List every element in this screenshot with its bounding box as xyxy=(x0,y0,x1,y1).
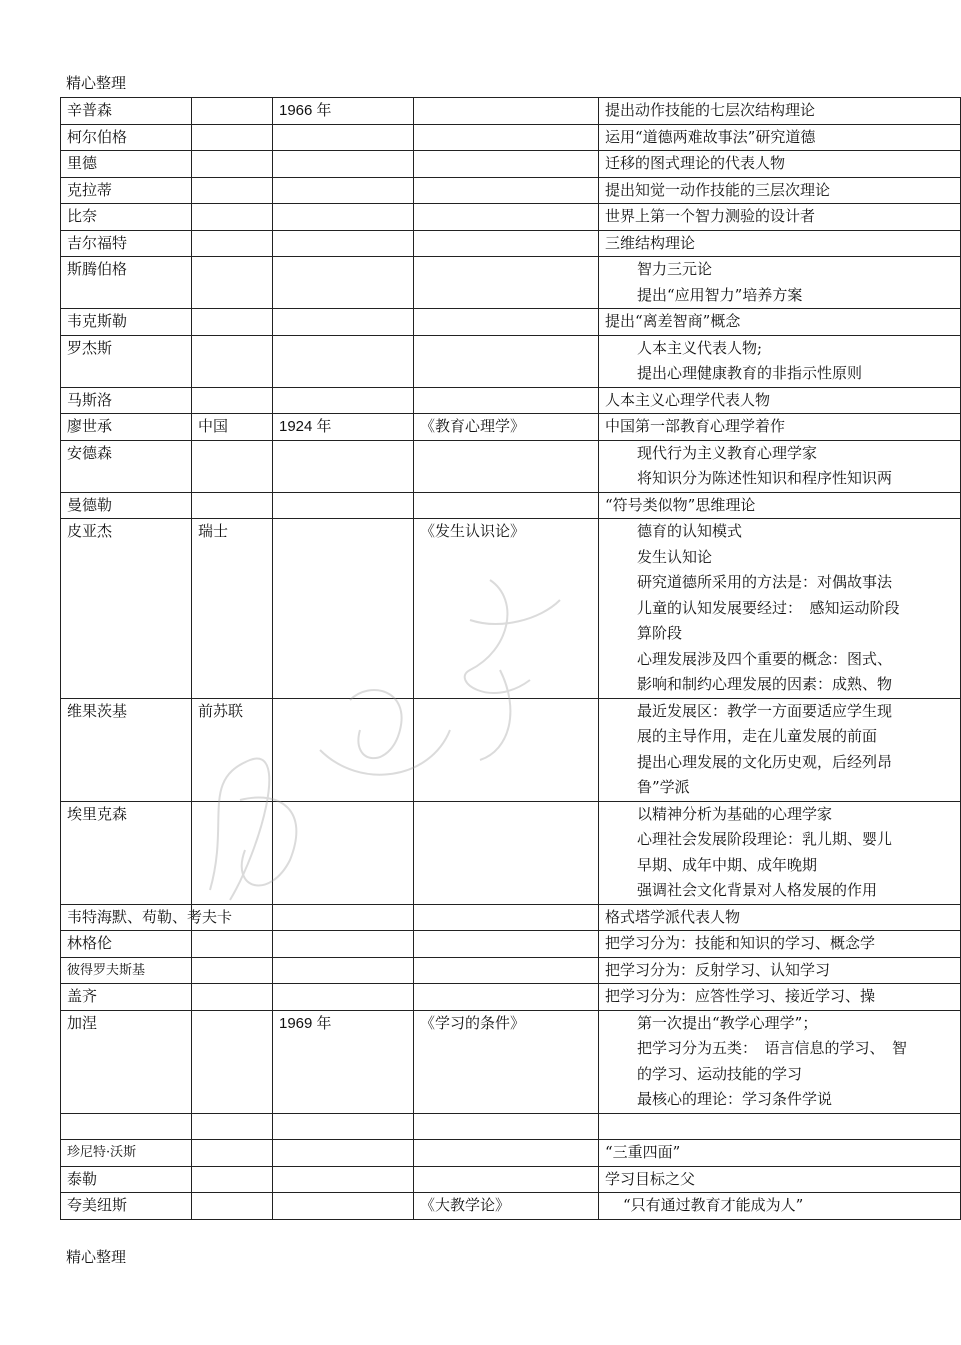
table-row xyxy=(61,177,961,204)
country-cell xyxy=(192,931,273,958)
description-line: 算阶段 xyxy=(637,624,683,642)
table-row xyxy=(61,1140,961,1167)
country-cell xyxy=(192,124,273,151)
work-cell xyxy=(414,230,599,257)
year-cell xyxy=(273,1113,414,1140)
person-name: 罗杰斯 xyxy=(61,335,192,387)
description-line: 强调社会文化背景对人格发展的作用 xyxy=(637,881,878,899)
description-cell xyxy=(599,309,961,336)
psychologists-table xyxy=(60,97,961,1220)
table-row xyxy=(61,698,961,801)
description-cell xyxy=(599,492,961,519)
table-row xyxy=(61,1113,961,1140)
description-cell xyxy=(599,957,961,984)
description-line: 提出“应用智力”培养方案 xyxy=(637,285,803,304)
person-name: 曼德勒 xyxy=(61,492,192,519)
description-line: 中国第一部教育心理学着作 xyxy=(605,417,786,435)
year-cell xyxy=(273,1166,414,1193)
year-cell xyxy=(273,124,414,151)
work-cell xyxy=(414,440,599,492)
person-name xyxy=(61,1113,192,1140)
year-cell xyxy=(273,440,414,492)
description-cell xyxy=(599,98,961,125)
table-row xyxy=(61,204,961,231)
description-line: 智力三元论 xyxy=(637,260,713,278)
work-cell xyxy=(414,204,599,231)
country-cell xyxy=(192,387,273,414)
person-name: 柯尔伯格 xyxy=(61,124,192,151)
person-name: 克拉蒂 xyxy=(61,177,192,204)
person-name: 埃里克森 xyxy=(61,801,192,904)
description-cell xyxy=(599,440,961,492)
description-line: 世界上第一个智力测验的设计者 xyxy=(605,207,816,225)
description-line: 德育的认知模式 xyxy=(637,522,743,540)
description-line: 把学习分为：技能和知识的学习、概念学 xyxy=(605,934,876,952)
description-cell xyxy=(599,124,961,151)
description-line: 运用“道德两难故事法”研究道德 xyxy=(605,127,816,146)
country-cell xyxy=(192,440,273,492)
work-cell xyxy=(414,957,599,984)
work-cell xyxy=(414,335,599,387)
person-name: 加涅 xyxy=(61,1010,192,1113)
country-cell xyxy=(192,801,273,904)
work-cell: 《发生认识论》 xyxy=(414,519,599,699)
table-row xyxy=(61,309,961,336)
work-cell: 《大教学论》 xyxy=(414,1193,599,1220)
country-cell xyxy=(192,309,273,336)
description-cell xyxy=(599,904,961,931)
table-row xyxy=(61,1166,961,1193)
table-row xyxy=(61,519,961,699)
year-cell xyxy=(273,931,414,958)
person-name: 辛普森 xyxy=(61,98,192,125)
description-line: 发生认知论 xyxy=(637,547,713,566)
description-line: 提出“离差智商”概念 xyxy=(605,312,741,330)
work-cell: 《学习的条件》 xyxy=(414,1010,599,1113)
description-line: 把学习分为：应答性学习、接近学习、操 xyxy=(605,987,876,1005)
person-name: 马斯洛 xyxy=(61,387,192,414)
country-cell xyxy=(192,1140,273,1167)
year-cell xyxy=(273,257,414,309)
table-row xyxy=(61,440,961,492)
country-cell xyxy=(192,204,273,231)
description-line: 最近发展区：教学一方面要适应学生现 xyxy=(637,701,893,720)
description-cell xyxy=(599,414,961,441)
year-cell xyxy=(273,957,414,984)
description-cell xyxy=(599,984,961,1011)
work-cell xyxy=(414,98,599,125)
description-line: 以精神分析为基础的心理学家 xyxy=(637,804,833,823)
description-line: 将知识分为陈述性知识和程序性知识两 xyxy=(637,469,893,487)
description-cell xyxy=(599,1010,961,1113)
description-line: 早期、成年中期、成年晚期 xyxy=(637,855,818,874)
year-cell xyxy=(273,1140,414,1167)
person-name: 泰勒 xyxy=(61,1166,192,1193)
table-row xyxy=(61,801,961,904)
description-cell xyxy=(599,335,961,387)
year-cell xyxy=(273,230,414,257)
table-row xyxy=(61,335,961,387)
table-row xyxy=(61,904,961,931)
description-line: 展的主导作用，走在儿童发展的前面 xyxy=(637,727,878,745)
description-line: 心理发展涉及四个重要的概念：图式、 xyxy=(637,649,893,668)
person-name: 韦克斯勒 xyxy=(61,309,192,336)
work-cell xyxy=(414,931,599,958)
description-line: 提出心理健康教育的非指示性原则 xyxy=(637,364,863,382)
description-line: 心理社会发展阶段理论：乳儿期、婴儿 xyxy=(637,830,893,848)
person-name: 维果茨基 xyxy=(61,698,192,801)
table-row xyxy=(61,414,961,441)
description-line: 提出动作技能的七层次结构理论 xyxy=(605,101,816,119)
description-line: “三重四面” xyxy=(605,1143,681,1161)
person-name: 斯腾伯格 xyxy=(61,257,192,309)
table-row xyxy=(61,98,961,125)
country-cell xyxy=(192,1193,273,1220)
description-cell xyxy=(599,698,961,801)
work-cell xyxy=(414,309,599,336)
description-line: 影响和制约心理发展的因素：成熟、物 xyxy=(637,675,893,693)
table-row xyxy=(61,387,961,414)
work-cell xyxy=(414,1140,599,1167)
description-cell xyxy=(599,1193,961,1220)
description-line: “符号类似物”思维理论 xyxy=(605,495,756,514)
country-cell xyxy=(192,1113,273,1140)
person-name: 韦特海默、苟勒、考夫卡 xyxy=(61,904,192,931)
year-cell xyxy=(273,698,414,801)
description-cell xyxy=(599,257,961,309)
year-cell: 1966 年 xyxy=(273,98,414,125)
description-cell xyxy=(599,1113,961,1140)
description-cell xyxy=(599,1166,961,1193)
description-line: 现代行为主义教育心理学家 xyxy=(637,443,818,462)
table-row xyxy=(61,492,961,519)
person-name: 里德 xyxy=(61,151,192,178)
description-line: 三维结构理论 xyxy=(605,233,696,252)
description-line: 第一次提出“教学心理学”； xyxy=(637,1013,818,1032)
work-cell xyxy=(414,904,599,931)
person-name: 皮亚杰 xyxy=(61,519,192,699)
year-cell xyxy=(273,335,414,387)
year-cell: 1969 年 xyxy=(273,1010,414,1113)
table-row xyxy=(61,230,961,257)
work-cell xyxy=(414,257,599,309)
country-cell xyxy=(192,335,273,387)
work-cell xyxy=(414,1166,599,1193)
description-line: 迁移的图式理论的代表人物 xyxy=(605,154,786,172)
description-line: 人本主义代表人物; xyxy=(637,338,763,357)
work-cell xyxy=(414,698,599,801)
person-name: 林格伦 xyxy=(61,931,192,958)
description-line: 研究道德所采用的方法是：对偶故事法 xyxy=(637,573,893,591)
work-cell xyxy=(414,151,599,178)
country-cell: 瑞士 xyxy=(192,519,273,699)
year-cell xyxy=(273,309,414,336)
description-line: 鲁”学派 xyxy=(637,778,690,796)
description-line: 学习目标之父 xyxy=(605,1169,696,1188)
year-cell xyxy=(273,801,414,904)
description-cell xyxy=(599,387,961,414)
work-cell xyxy=(414,177,599,204)
description-line: 格式塔学派代表人物 xyxy=(605,907,741,926)
work-cell xyxy=(414,492,599,519)
table-row xyxy=(61,931,961,958)
work-cell xyxy=(414,387,599,414)
year-cell xyxy=(273,984,414,1011)
year-cell xyxy=(273,204,414,231)
year-cell xyxy=(273,492,414,519)
description-cell xyxy=(599,177,961,204)
description-cell xyxy=(599,204,961,231)
person-name: 彼得罗夫斯基 xyxy=(61,957,192,984)
year-cell xyxy=(273,519,414,699)
country-cell xyxy=(192,1166,273,1193)
person-name: 珍尼特·沃斯 xyxy=(61,1140,192,1167)
description-cell xyxy=(599,801,961,904)
work-cell: 《教育心理学》 xyxy=(414,414,599,441)
country-cell xyxy=(192,98,273,125)
description-line: 把学习分为五类： 语言信息的学习、 智 xyxy=(637,1039,908,1057)
description-cell xyxy=(599,931,961,958)
person-name: 比奈 xyxy=(61,204,192,231)
country-cell xyxy=(192,957,273,984)
description-line: 人本主义心理学代表人物 xyxy=(605,390,771,409)
country-cell xyxy=(192,492,273,519)
work-cell xyxy=(414,801,599,904)
description-cell xyxy=(599,1140,961,1167)
country-cell: 前苏联 xyxy=(192,698,273,801)
work-cell xyxy=(414,984,599,1011)
person-name: 廖世承 xyxy=(61,414,192,441)
work-cell xyxy=(414,1113,599,1140)
description-cell xyxy=(599,230,961,257)
table-row xyxy=(61,257,961,309)
description-line: 提出心理发展的文化历史观，后经列昂 xyxy=(637,752,893,771)
person-name: 盖齐 xyxy=(61,984,192,1011)
country-cell xyxy=(192,177,273,204)
page-header: 精心整理 xyxy=(66,74,127,92)
country-cell xyxy=(192,257,273,309)
year-cell xyxy=(273,151,414,178)
description-cell xyxy=(599,151,961,178)
year-cell xyxy=(273,177,414,204)
description-cell xyxy=(599,519,961,699)
page-footer: 精心整理 xyxy=(66,1248,127,1266)
table-row xyxy=(61,124,961,151)
table-row xyxy=(61,1010,961,1113)
year-cell xyxy=(273,1193,414,1220)
description-line: 最核心的理论：学习条件学说 xyxy=(637,1090,833,1108)
description-line: 儿童的认知发展要经过： 感知运动阶段 xyxy=(637,598,900,617)
description-line xyxy=(605,1114,954,1140)
person-name: 夸美纽斯 xyxy=(61,1193,192,1220)
country-cell xyxy=(192,151,273,178)
description-line: 提出知觉一动作技能的三层次理论 xyxy=(605,180,831,199)
description-line: “只有通过教育才能成为人” xyxy=(623,1196,804,1214)
country-cell: 中国 xyxy=(192,414,273,441)
country-cell xyxy=(192,1010,273,1113)
country-cell xyxy=(192,230,273,257)
year-cell xyxy=(273,904,414,931)
person-name: 安德森 xyxy=(61,440,192,492)
description-line: 把学习分为：反射学习、认知学习 xyxy=(605,960,831,979)
table-row xyxy=(61,984,961,1011)
work-cell xyxy=(414,124,599,151)
description-line: 的学习、运动技能的学习 xyxy=(637,1064,803,1083)
table-row xyxy=(61,957,961,984)
year-cell xyxy=(273,387,414,414)
year-cell: 1924 年 xyxy=(273,414,414,441)
table-row xyxy=(61,1193,961,1220)
person-name: 吉尔福特 xyxy=(61,230,192,257)
country-cell xyxy=(192,984,273,1011)
table-row xyxy=(61,151,961,178)
